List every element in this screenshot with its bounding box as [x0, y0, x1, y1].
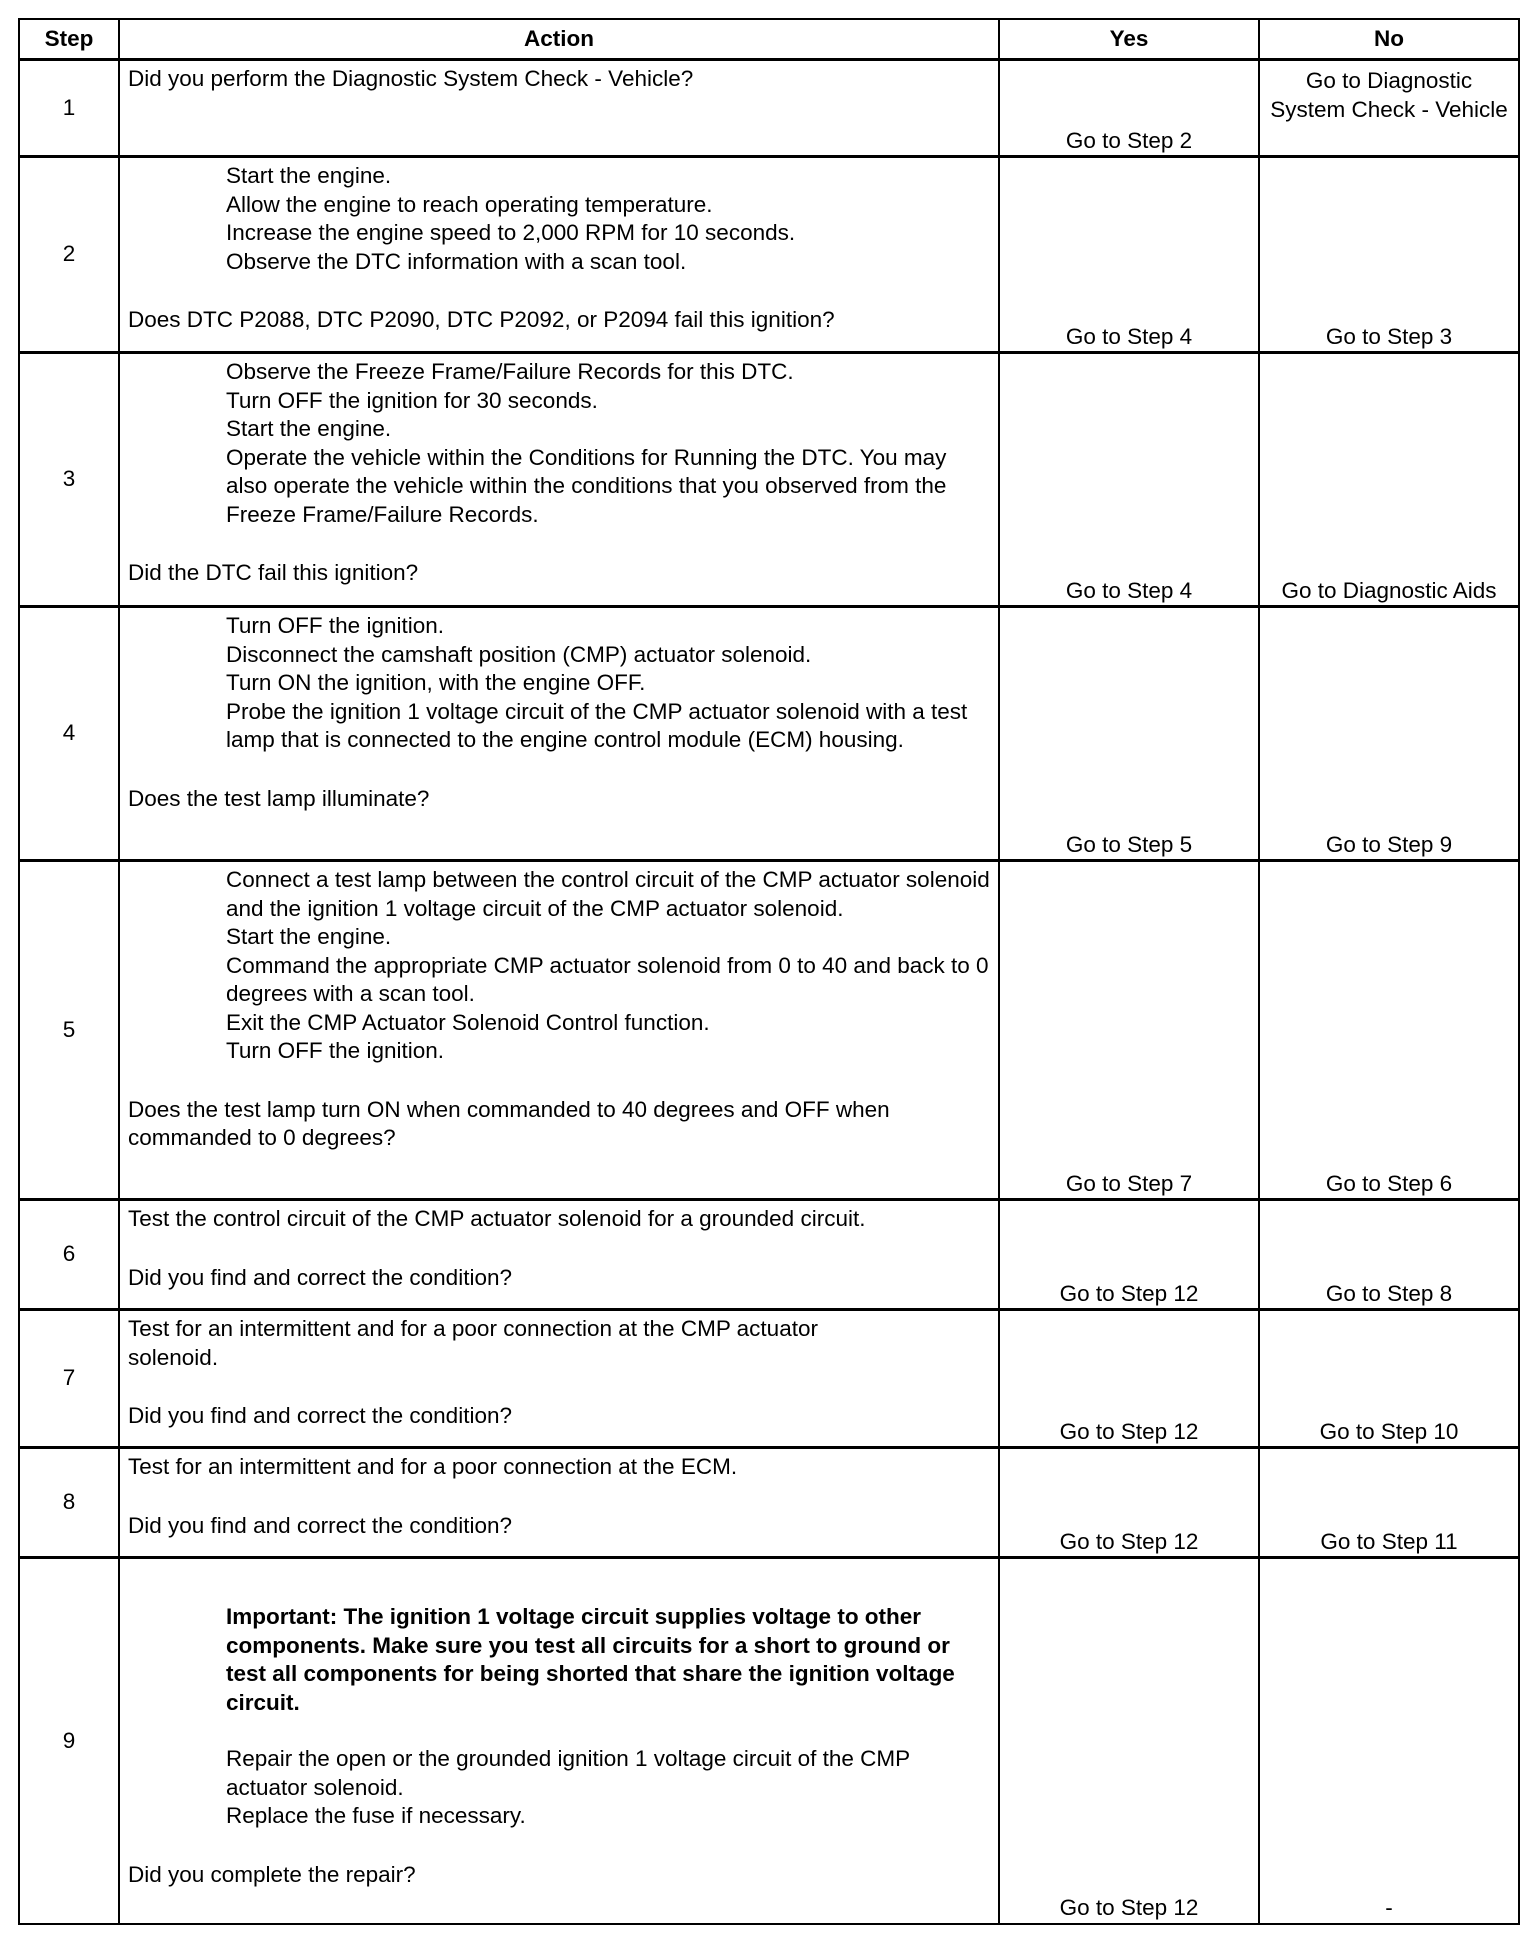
no-text: Go to Diagnostic System Check - Vehicle: [1270, 68, 1508, 122]
header-action: Action: [119, 19, 999, 60]
yes-cell: Go to Step 12: [999, 1310, 1259, 1448]
action-cell: [119, 861, 999, 1200]
step-number: 7: [19, 1310, 119, 1448]
table-row: [19, 1558, 1519, 1924]
no-cell: Go to Step 6: [1259, 861, 1519, 1200]
step-number: 6: [19, 1200, 119, 1310]
step-number: 9: [19, 1558, 119, 1924]
important-note: Important: The ignition 1 voltage circuit supplies voltage to other components. Make sure you test all circuits for a short to ground or test all components for being shorted that share the ignition voltage circuit.: [226, 1604, 955, 1715]
table-row: [19, 1200, 1519, 1310]
action-line: Replace the fuse if necessary.: [226, 1803, 526, 1828]
action-cell: [119, 353, 999, 607]
no-cell: Go to Step 11: [1259, 1448, 1519, 1558]
action-question: Does the test lamp turn ON when commanded to 40 degrees and OFF when commanded to 0 degrees?: [128, 1096, 890, 1150]
action-question: Does the test lamp illuminate?: [128, 785, 430, 811]
header-step: Step: [19, 19, 119, 60]
action-line: Start the engine.: [226, 416, 392, 441]
action-question: Did you find and correct the condition?: [128, 1264, 512, 1290]
yes-cell: Go to Step 12: [999, 1200, 1259, 1310]
no-cell: Go to Diagnostic Aids: [1259, 353, 1519, 607]
action-intro: Test for an intermittent and for a poor connection at the ECM.: [128, 1454, 738, 1479]
table-row: [19, 607, 1519, 861]
action-question: Did the DTC fail this ignition?: [128, 560, 419, 585]
action-line: Operate the vehicle within the Conditions for Running the DTC. You may also operate the vehicle within the conditions that you observed from the Freeze Frame/Failure Records.: [226, 444, 947, 527]
step-number: 5: [19, 861, 119, 1200]
action-intro: Test the control circuit of the CMP actuator solenoid for a grounded circuit.: [128, 1206, 866, 1231]
step-number: 3: [19, 353, 119, 607]
step-number: 1: [19, 60, 119, 157]
action-cell: [119, 1448, 999, 1558]
action-cell: [119, 607, 999, 861]
action-line: Allow the engine to reach operating temperature.: [226, 191, 713, 217]
action-line: Turn OFF the ignition for 30 seconds.: [226, 387, 598, 413]
action-line: Disconnect the camshaft position (CMP) actuator solenoid.: [226, 641, 812, 667]
action-line: Start the engine.: [226, 924, 392, 949]
action-question: Did you perform the Diagnostic System Check - Vehicle?: [128, 66, 694, 91]
yes-cell: Go to Step 2: [999, 60, 1259, 157]
step-number: 8: [19, 1448, 119, 1558]
action-cell: [119, 1558, 999, 1924]
diagnostic-table: [18, 18, 1520, 1925]
table-row: [19, 60, 1519, 157]
header-row: [19, 19, 1519, 60]
no-cell: -: [1259, 1558, 1519, 1924]
no-cell: Go to Step 3: [1259, 157, 1519, 353]
action-line: Turn ON the ignition, with the engine OFF.: [226, 670, 646, 695]
table-row: [19, 157, 1519, 353]
action-cell: [119, 1200, 999, 1310]
action-line: Command the appropriate CMP actuator solenoid from 0 to 40 and back to 0 degrees with a scan tool.: [226, 952, 989, 1006]
yes-cell: Go to Step 4: [999, 353, 1259, 607]
yes-cell: Go to Step 7: [999, 861, 1259, 1200]
action-question: Did you find and correct the condition?: [128, 1403, 512, 1428]
no-cell: Go to Step 8: [1259, 1200, 1519, 1310]
action-question: Did you find and correct the condition?: [128, 1512, 512, 1538]
action-intro: Test for an intermittent and for a poor connection at the CMP actuator solenoid.: [128, 1316, 818, 1370]
no-cell: Go to Step 9: [1259, 607, 1519, 861]
action-steps: [128, 866, 990, 1066]
action-line: Probe the ignition 1 voltage circuit of the CMP actuator solenoid with a test lamp that is connected to the engine control module (ECM) housing.: [226, 698, 968, 752]
table-row: [19, 1310, 1519, 1448]
action-cell: [119, 157, 999, 353]
action-line: Turn OFF the ignition.: [226, 1038, 445, 1063]
action-cell: [119, 1310, 999, 1448]
action-line: Turn OFF the ignition.: [226, 613, 445, 638]
action-steps: [128, 358, 990, 529]
action-line: Observe the DTC information with a scan tool.: [226, 248, 687, 274]
no-cell: [1259, 60, 1519, 157]
step-number: 4: [19, 607, 119, 861]
action-line: Repair the open or the grounded ignition 1 voltage circuit of the CMP actuator solenoid.: [226, 1746, 910, 1800]
no-cell: Go to Step 10: [1259, 1310, 1519, 1448]
action-question: Did you complete the repair?: [128, 1861, 416, 1887]
yes-cell: Go to Step 12: [999, 1558, 1259, 1924]
table-row: [19, 353, 1519, 607]
table-row: [19, 861, 1519, 1200]
header-yes: Yes: [999, 19, 1259, 60]
header-no: No: [1259, 19, 1519, 60]
action-line: Exit the CMP Actuator Solenoid Control function.: [226, 1009, 710, 1035]
action-steps: [128, 162, 990, 276]
action-line: Increase the engine speed to 2,000 RPM for 10 seconds.: [226, 220, 796, 245]
action-question: Does DTC P2088, DTC P2090, DTC P2092, or P2094 fail this ignition?: [128, 307, 835, 332]
action-steps: [128, 612, 990, 755]
table-row: [19, 1448, 1519, 1558]
yes-cell: Go to Step 5: [999, 607, 1259, 861]
action-line: Start the engine.: [226, 163, 392, 188]
yes-cell: Go to Step 4: [999, 157, 1259, 353]
action-line: Connect a test lamp between the control circuit of the CMP actuator solenoid and the ignition 1 voltage circuit of the CMP actuator solenoid.: [226, 867, 990, 921]
step-number: 2: [19, 157, 119, 353]
action-line: Observe the Freeze Frame/Failure Records for this DTC.: [226, 359, 794, 384]
action-cell: [119, 60, 999, 157]
yes-cell: Go to Step 12: [999, 1448, 1259, 1558]
action-steps: [128, 1563, 990, 1831]
